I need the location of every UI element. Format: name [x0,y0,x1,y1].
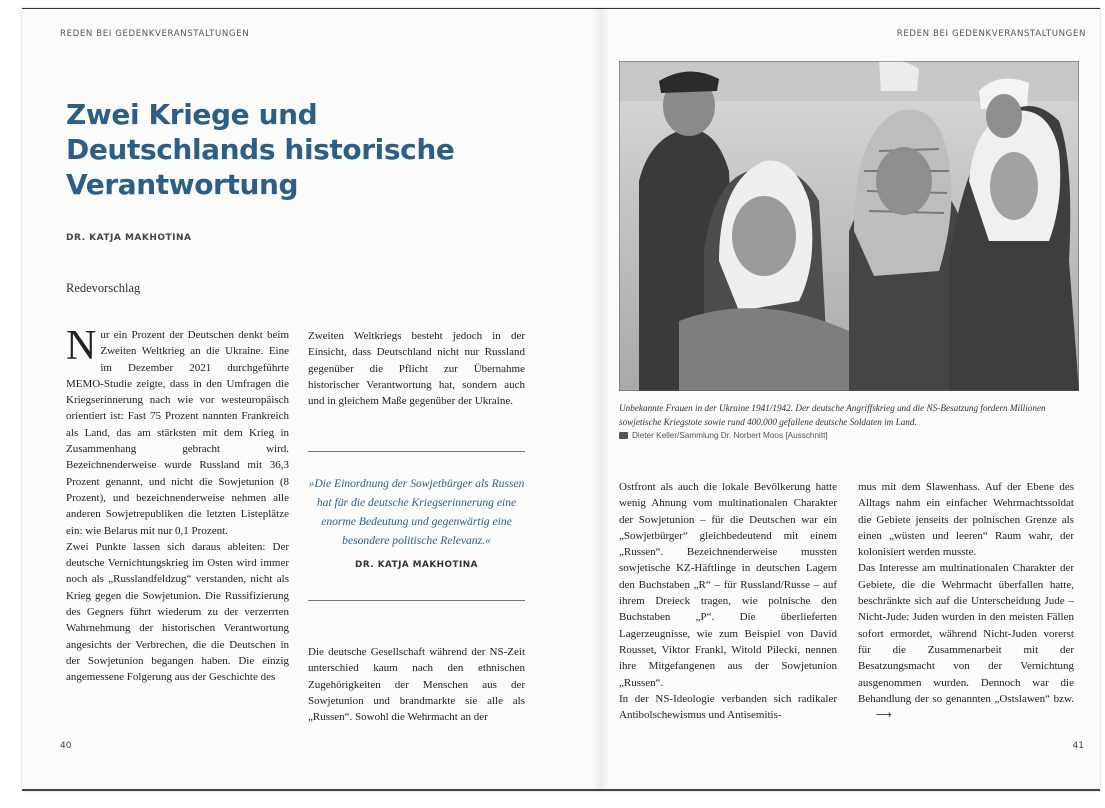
drop-cap: N [66,323,97,369]
title-line-1: Zwei Kriege und [66,98,318,131]
continue-arrow-icon: ⟶ [876,708,892,722]
pull-quote-rule-top [308,451,525,452]
camera-icon [619,432,628,439]
pull-quote-rule-bottom [308,600,525,601]
body-column-2-top [308,328,525,409]
paragraph-text: ur ein Prozent der Deutschen denkt beim Zweiten Weltkrieg an die Ukraine. Eine im Dezember 2021 durchgeführte MEMO-Studie zeigte, dass in den Umfragen die Kriegserinnerung nach wie vor westeuropäisch orientiert ist: Fast 75 Prozent nannten Frankreich als Land, das am stärksten mit dem Krieg in Zusammenhang gebracht wird. Bezeichnenderweise wurde Russland mit 36,3 Prozent genannt, und nicht die Sowjetunion (8 Prozent), und bezeichnenderweise nehmen alle anderen Sowjetrepubliken die letzten Listeplätze ein: wie Belarus mit nur 0,1 Prozent. [66,329,289,537]
body-paragraph: In der NS-Ideologie verbanden sich radikaler Antibolschewismus und Antisemitis- [619,692,837,722]
body-paragraph [858,560,1074,723]
body-paragraph: Zweiten Weltkriegs besteht jedoch in der Einsicht, dass Deutschland nicht nur Russland gegenüber die Pflicht zur Übernahme historischer Verantwortung hat, sondern auch und in gleichem Maße gegenüber der Ukraine. [308,330,525,408]
magazine-spread [22,8,1100,791]
body-paragraph: Die deutsche Gesellschaft während der NS-Zeit unterschied kaum nach den ethnischen Zugehörigkeiten der Menschen aus der Sowjetunion und brandmarkte sie alle als „Russen“. Sowohl die Wehrmacht an der [308,646,525,724]
page-gutter [592,9,610,789]
body-paragraph: Zwei Punkte lassen sich daraus ableiten: Der deutsche Vernichtungskrieg im Osten wird immer noch als „Russlandfeldzug“ verstanden, nicht als Krieg gegen die Sowjetunion. Die Russifizierung des Gegners führt wiederum zu der verzerrten Wahrnehmung der historischen Verantwortung angesichts der Verbrechen, die die Deutschen in der Sowjetunion begangen haben. Die einzig angemessene Folgerung aus der Geschichte des [66,540,289,684]
title-line-2: Deutschlands historische [66,133,455,166]
running-head-right: REDEN BEI GEDENKVERANSTALTUNGEN [896,29,1086,39]
title-line-3: Verantwortung [66,168,299,201]
body-column-1 [66,323,289,686]
running-head-left: REDEN BEI GEDENKVERANSTALTUNGEN [60,29,250,39]
photo-caption: Unbekannte Frauen in der Ukraine 1941/1942. Der deutsche Angriffskrieg und die NS-Besatzung fordern Millionen sowjetische Kriegstote sowie rund 400.000 gefallene deutsche Soldaten im Land. [619,403,1046,427]
body-paragraph: mus mit dem Slawenhass. Auf der Ebene des Alltags nahm ein einfacher Wehrmachtssoldat die Gebiete jenseits der polnischen Grenze als einen „wüsten und leeren“ Raum wahr, der kolonisiert werden musste. [858,481,1074,559]
article-title [66,97,506,202]
photo-credit-text: Dieter Keller/Sammlung Dr. Norbert Moos [Ausschnitt] [632,431,828,440]
pull-quote-text: »Die Einordnung der Sowjetbürger als Russen hat für die deutsche Kriegserinnerung eine enorme Bedeutung und gegenwärtig eine besondere politische Relevanz.« [308,477,525,547]
paragraph-text: Das Interesse am multinationalen Charakter der Gebiete, die die Wehrmacht überfallen hatte, beschränkte sich auf die Unterscheidung Jude – Nicht-Jude: Juden wurden in den meisten Fällen sofort ermordet, während Nicht-Juden vorerst für die Zusammenarbeit mit der Besatzungsmacht von der Vernichtung ausgenommen wurden. Dennoch war die Behandlung der so genannten „Ostslawen“ bzw. [858,562,1074,705]
body-column-3 [619,479,837,723]
article-photo [619,61,1079,391]
article-kicker: Redevorschlag [66,281,141,295]
pull-quote [308,451,525,601]
page-number-right: 41 [1072,741,1084,751]
photo-illustration [619,61,1079,391]
body-column-4 [858,479,1074,723]
page-number-left: 40 [60,741,72,751]
body-paragraph [66,323,289,539]
body-paragraph: Ostfront als auch die lokale Bevölkerung hatte wenig Ahnung vom multinationalen Charakter der Sowjetunion – für die Deutschen war ein „Sowjetbürger“ gleichbedeutend mit einem „Russen“. Bezeichnenderweise mussten sowjetische KZ-Häftlinge in deutschen Lagern den Buchstaben „R“ – für Russland/Russe – auf ihrem Dreieck tragen, wie polnische den Buchstaben „P“. Die überlieferten Lagerzeugnisse, wie zum Beispiel von David Rousset, Viktor Frankl, Witold Pilecki, nennen ihre Mitgefangenen aus der Sowjetunion „Russen“. [619,481,837,689]
article-author: DR. KATJA MAKHOTINA [66,233,192,243]
pull-quote-author: DR. KATJA MAKHOTINA [355,560,478,570]
photo-credit [619,431,1079,440]
body-column-2-bottom [308,644,525,725]
